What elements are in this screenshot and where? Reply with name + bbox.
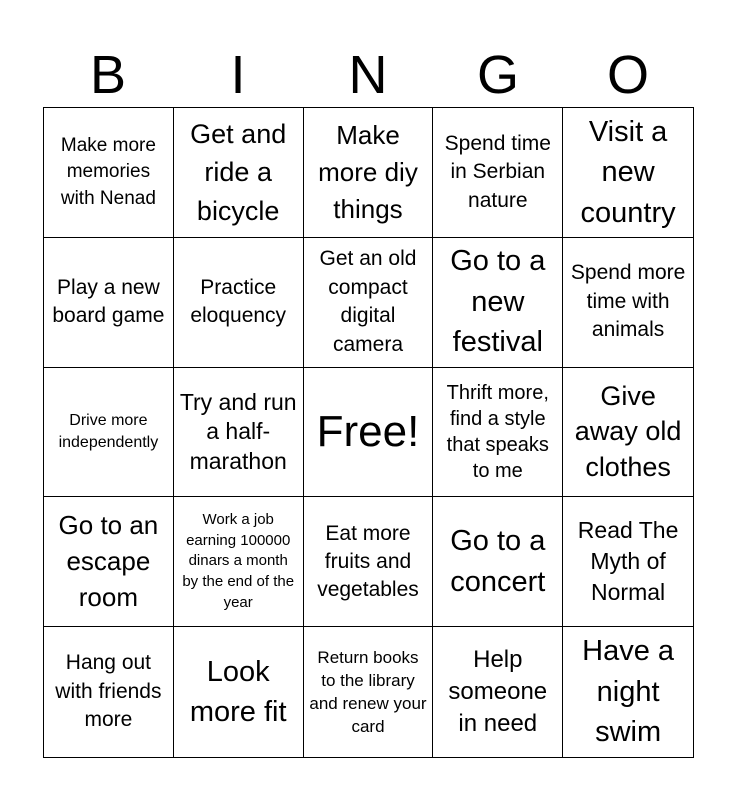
bingo-cell-i4[interactable] (174, 497, 304, 627)
bingo-cell-text: Read The Myth of Normal (577, 516, 679, 606)
bingo-cell-i3[interactable] (174, 368, 304, 498)
bingo-cell-text: Get an old compact digital camera (319, 247, 417, 356)
bingo-cell-o5[interactable] (563, 627, 693, 757)
bingo-header (43, 44, 693, 106)
bingo-cell-text: Try and run a half-marathon (179, 389, 297, 474)
bingo-cell-i1[interactable] (174, 108, 304, 238)
bingo-cell-g5[interactable] (433, 627, 563, 757)
bingo-cell-b1[interactable] (44, 108, 174, 238)
bingo-cell-g2[interactable] (433, 238, 563, 368)
bingo-cell-g1[interactable] (433, 108, 563, 238)
header-letter-i: I (230, 45, 246, 105)
bingo-cell-n1[interactable] (304, 108, 434, 238)
bingo-cell-text: Drive more independently (58, 411, 159, 451)
bingo-cell-text: Thrift more, find a style that speaks to me (446, 381, 549, 482)
bingo-cell-text: Make more diy things (318, 120, 418, 224)
bingo-cell-text: Get and ride a bicycle (190, 118, 287, 226)
bingo-cell-text: Visit a new country (580, 115, 676, 229)
bingo-cell-text: Go to a new festival (450, 245, 546, 359)
bingo-cell-i2[interactable] (174, 238, 304, 368)
bingo-cell-text: Practice eloquency (190, 275, 287, 328)
free-space-label: Free! (316, 406, 420, 456)
header-letter-g: G (476, 45, 519, 105)
bingo-cell-text: Make more memories with Nenad (60, 134, 156, 209)
bingo-cell-text: Go to a concert (450, 525, 546, 598)
bingo-board (43, 107, 694, 758)
bingo-cell-o2[interactable] (563, 238, 693, 368)
bingo-cell-text: Work a job earning 100000 dinars a month by the end of the year (182, 511, 295, 611)
bingo-cell-text: Return books to the library and renew your card (309, 647, 427, 737)
bingo-cell-g4[interactable] (433, 497, 563, 627)
bingo-cell-text: Hang out with friends more (55, 651, 162, 732)
bingo-cell-text: Look more fit (189, 655, 287, 729)
bingo-cell-o4[interactable] (563, 497, 693, 627)
bingo-cell-o3[interactable] (563, 368, 693, 498)
bingo-cell-text: Eat more fruits and vegetables (317, 522, 419, 601)
header-letter-n: N (348, 45, 388, 105)
bingo-cell-free[interactable] (304, 368, 434, 498)
bingo-cell-b4[interactable] (44, 497, 174, 627)
bingo-cell-text: Go to an escape room (58, 509, 159, 612)
bingo-cell-n2[interactable] (304, 238, 434, 368)
bingo-cell-text: Play a new board game (52, 275, 165, 328)
bingo-cell-text: Spend time in Serbian nature (444, 131, 551, 212)
header-letter-o: O (606, 45, 649, 105)
bingo-cell-text: Spend more time with animals (570, 261, 686, 342)
bingo-cell-text: Help someone in need (448, 645, 548, 738)
bingo-cell-text: Have a night swim (582, 635, 675, 749)
bingo-cell-b2[interactable] (44, 238, 174, 368)
bingo-cell-g3[interactable] (433, 368, 563, 498)
bingo-cell-b5[interactable] (44, 627, 174, 757)
bingo-cell-o1[interactable] (563, 108, 693, 238)
bingo-cell-n5[interactable] (304, 627, 434, 757)
bingo-cell-text: Give away old clothes (574, 381, 682, 482)
bingo-cell-i5[interactable] (174, 627, 304, 757)
header-letter-b: B (89, 45, 127, 105)
bingo-cell-n4[interactable] (304, 497, 434, 627)
bingo-cell-b3[interactable] (44, 368, 174, 498)
